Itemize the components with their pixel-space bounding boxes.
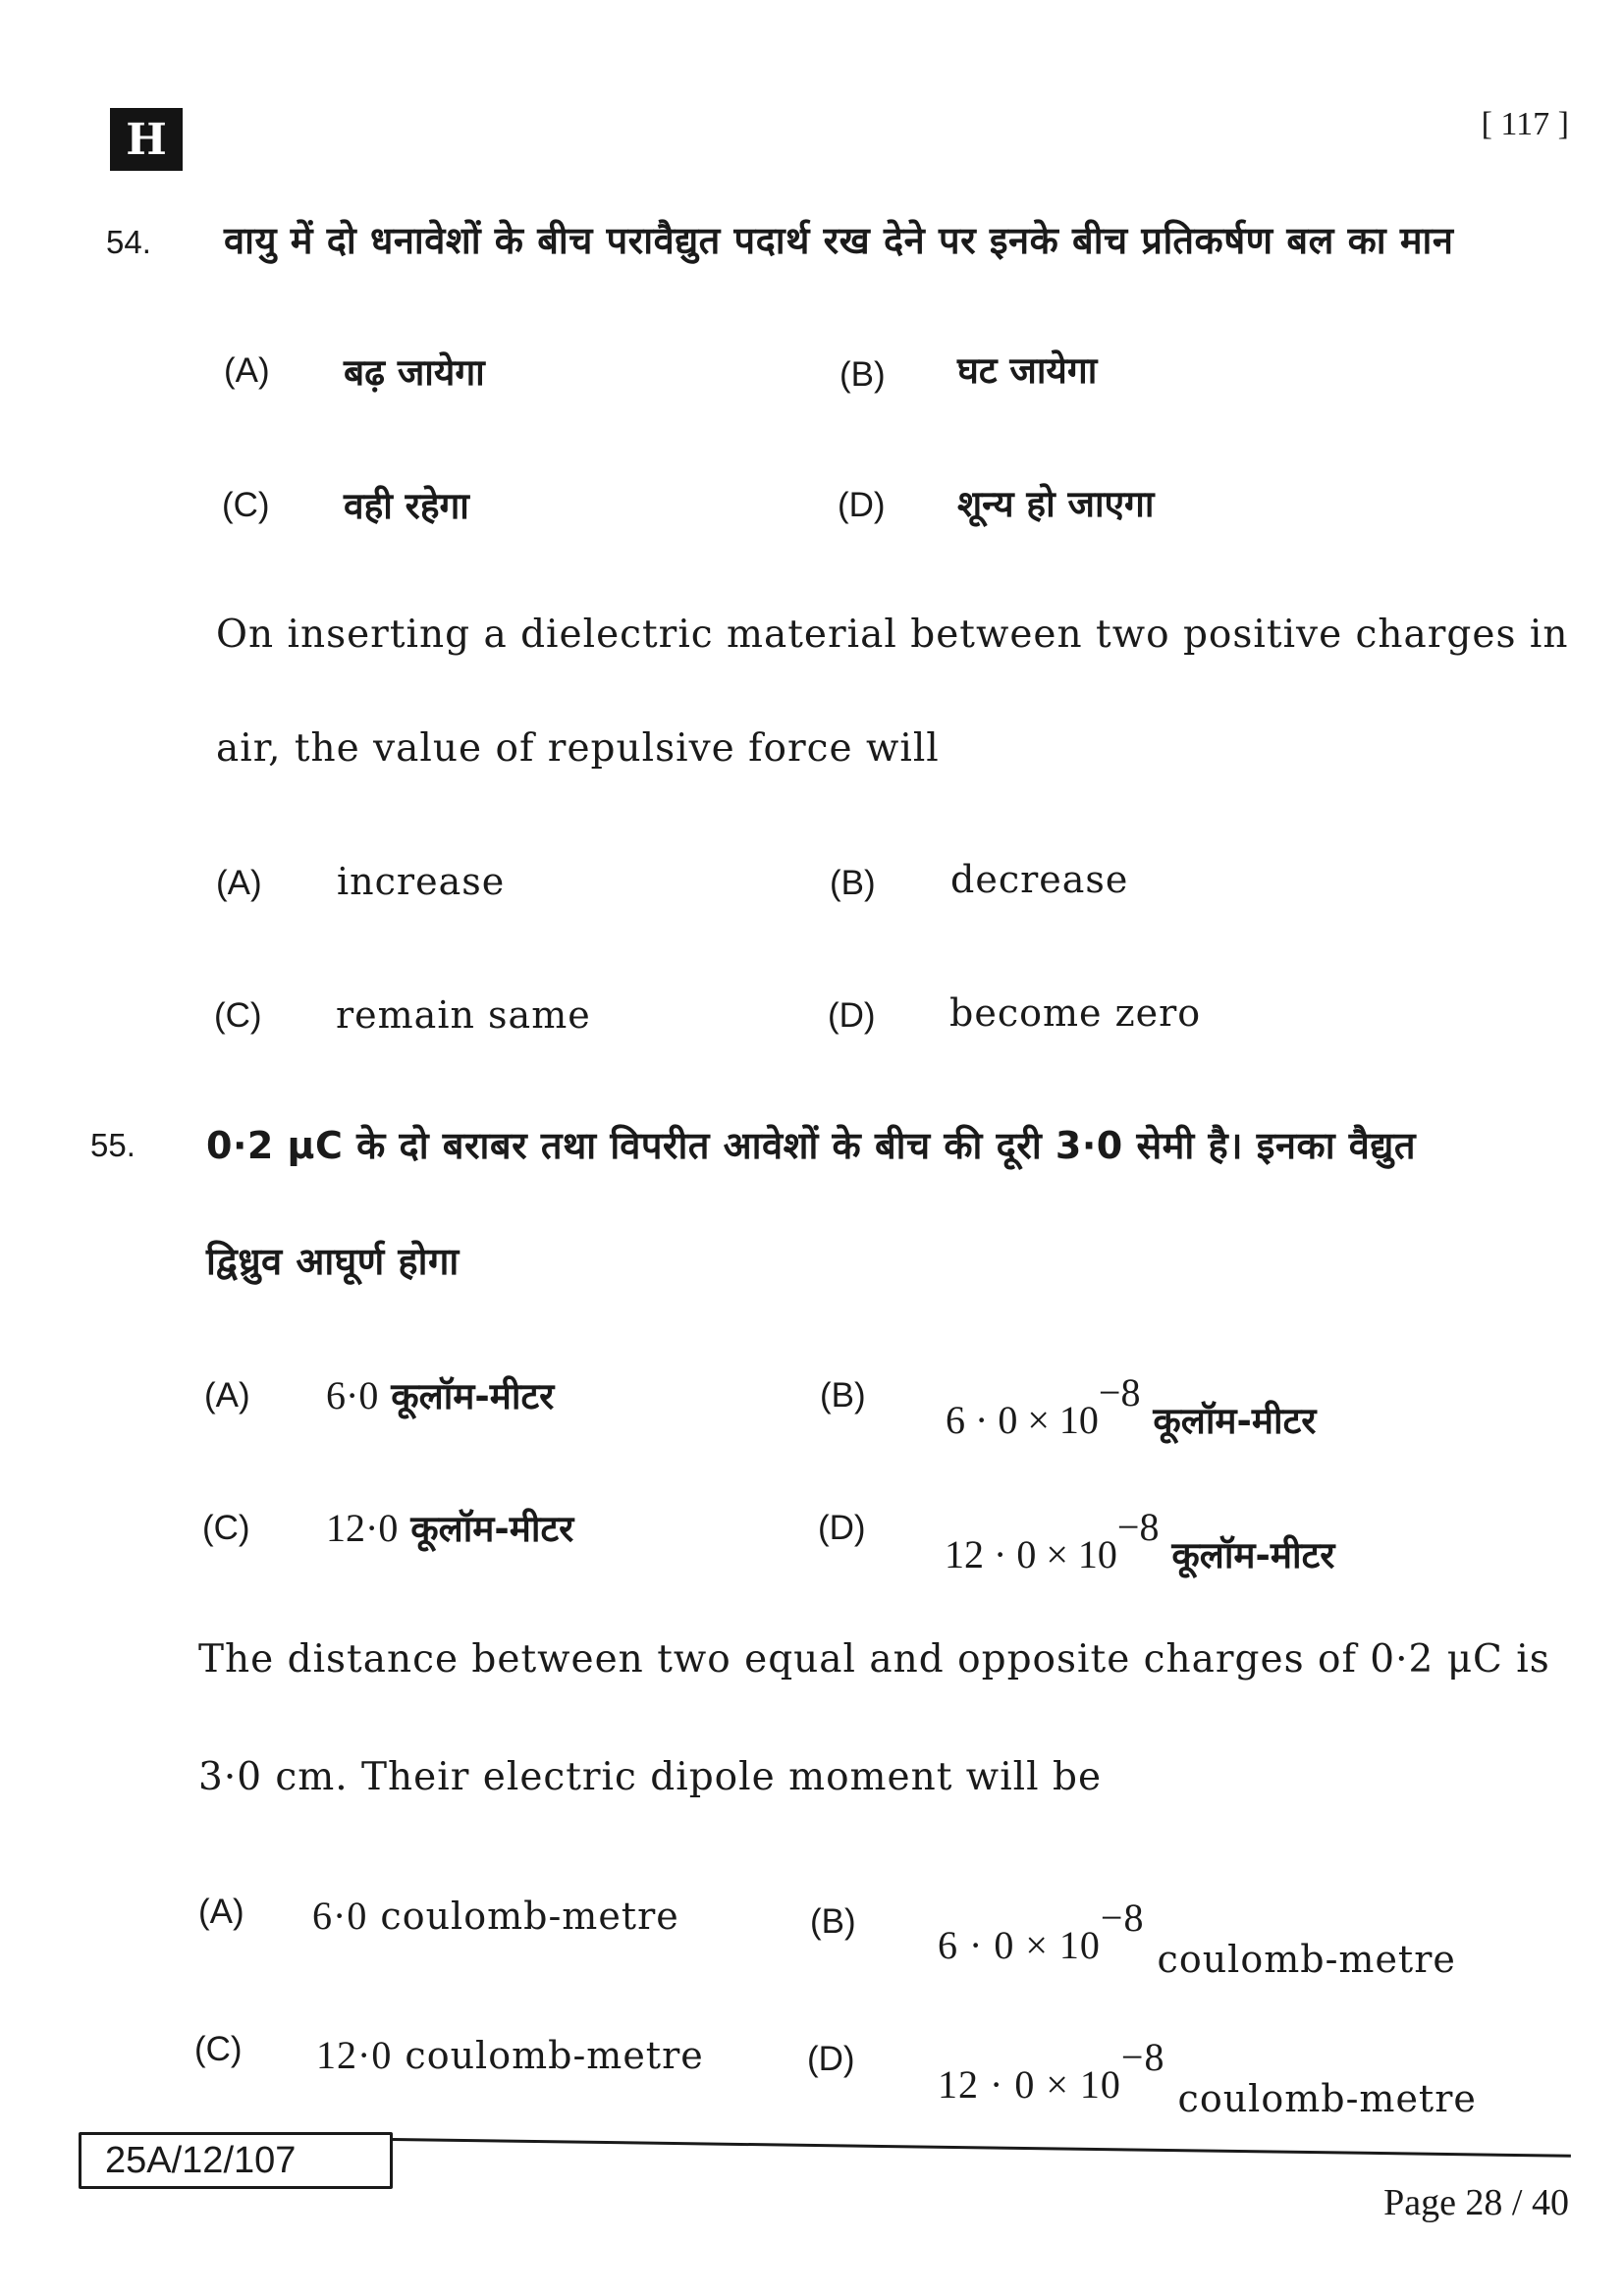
q55-hi-option-c-label: (C) (202, 1509, 250, 1547)
q54-en-option-a-text[interactable]: increase (337, 860, 506, 903)
question-54-english-line-1: On inserting a dielectric material between two positive charges in (216, 613, 1569, 657)
q55-hi-option-d-text[interactable] (945, 1504, 1334, 1578)
q55-hi-option-b-text[interactable] (946, 1369, 1316, 1444)
question-55-english-line-1: The distance between two equal and opposite charges of 0·2 μC is (198, 1637, 1550, 1682)
unit: coulomb-metre (405, 2034, 704, 2077)
paper-code: 25A/12/107 (79, 2132, 393, 2189)
question-55-hindi-line-1: 0·2 μC के दो बराबर तथा विपरीत आवेशों के बीच की दूरी 3·0 सेमी है। इनका वैद्युत (206, 1124, 1416, 1167)
value: 12 · 0 × 10 (938, 2062, 1121, 2107)
exponent: −8 (1116, 1505, 1160, 1549)
value: 12 · 0 × 10 (945, 1532, 1117, 1576)
q54-en-option-b-text[interactable]: decrease (950, 858, 1129, 901)
q54-hi-option-b-label: (B) (839, 355, 886, 394)
q54-en-option-b-label: (B) (830, 864, 876, 902)
question-55-hindi-line-2: द्विध्रुव आघूर्ण होगा (206, 1240, 460, 1283)
unit: coulomb-metre (380, 1895, 679, 1938)
question-54-hindi-text: वायु में दो धनावेशों के बीच परावैद्युत पदार्थ रख देने पर इनके बीच प्रतिकर्षण बल का मान (224, 219, 1454, 262)
q54-en-option-d-label: (D) (828, 996, 876, 1035)
unit: कूलॉम-मीटर (1153, 1400, 1317, 1442)
q55-en-option-d-text[interactable] (938, 2034, 1477, 2120)
q55-hi-option-d-label: (D) (818, 1509, 866, 1547)
q55-hi-option-c-text[interactable] (326, 1502, 573, 1552)
value: 12·0 (316, 2033, 393, 2077)
footer-divider (393, 2138, 1571, 2158)
page-marker: [ 117 ] (1481, 106, 1569, 142)
q55-hi-option-b-label: (B) (820, 1376, 866, 1415)
exponent: −8 (1098, 1370, 1141, 1415)
q54-en-option-c-text[interactable]: remain same (336, 993, 591, 1037)
value: 6 · 0 × 10 (938, 1923, 1101, 1967)
q55-en-option-b-text[interactable] (938, 1895, 1456, 1981)
set-badge: H (110, 108, 183, 171)
unit: कूलॉम-मीटर (410, 1508, 574, 1550)
q55-en-option-c-label: (C) (194, 2030, 243, 2068)
q54-hi-option-c-label: (C) (222, 486, 270, 524)
question-55-number: 55. (90, 1127, 135, 1163)
q54-hi-option-b-text[interactable]: घट जायेगा (957, 349, 1098, 392)
page-count: Page 28 / 40 (1383, 2182, 1569, 2223)
value: 6 · 0 × 10 (946, 1398, 1099, 1442)
q55-en-option-c-text[interactable] (316, 2032, 704, 2078)
q54-hi-option-d-text[interactable]: शून्य हो जाएगा (957, 483, 1155, 525)
q54-hi-option-a-text[interactable]: बढ़ जायेगा (344, 351, 485, 394)
unit: coulomb-metre (1177, 2077, 1477, 2120)
q55-hi-option-a-text[interactable] (326, 1369, 554, 1419)
q54-hi-option-c-text[interactable]: वही रहेगा (344, 485, 469, 527)
q55-en-option-b-label: (B) (810, 1902, 856, 1941)
unit: कूलॉम-मीटर (1171, 1534, 1335, 1576)
question-54-english-line-2: air, the value of repulsive force will (216, 726, 940, 771)
question-54-number: 54. (106, 224, 151, 260)
q55-en-option-a-label: (A) (198, 1893, 244, 1931)
exponent: −8 (1120, 2035, 1165, 2079)
q54-en-option-a-label: (A) (216, 864, 262, 902)
value: 12·0 (326, 1506, 399, 1550)
unit: coulomb-metre (1157, 1938, 1456, 1981)
value: 6·0 (312, 1894, 368, 1938)
q54-en-option-c-label: (C) (214, 996, 262, 1035)
q54-hi-option-a-label: (A) (224, 351, 270, 390)
q55-en-option-a-text[interactable] (312, 1893, 679, 1939)
q55-en-option-d-label: (D) (807, 2040, 855, 2078)
unit: कूलॉम-मीटर (391, 1375, 555, 1417)
q54-hi-option-d-label: (D) (838, 486, 886, 524)
question-55-english-line-2: 3·0 cm. Their electric dipole moment will be (198, 1755, 1103, 1799)
q54-en-option-d-text[interactable]: become zero (949, 991, 1202, 1035)
value: 6·0 (326, 1373, 379, 1417)
q55-hi-option-a-label: (A) (204, 1376, 250, 1415)
exponent: −8 (1100, 1896, 1145, 1940)
